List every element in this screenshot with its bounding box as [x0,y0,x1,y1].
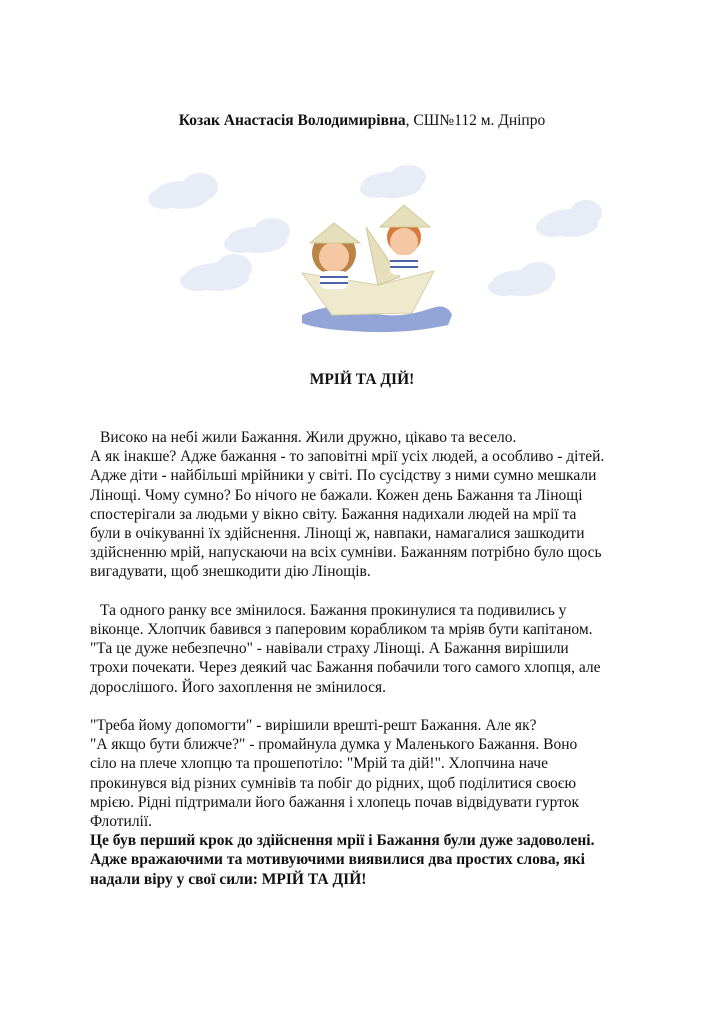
cloud [536,200,602,237]
cloud [224,218,290,253]
cloud [148,173,218,209]
story-line: дорослішого. Його захоплення не змінилося. [90,678,386,696]
story-line-bold: Це був перший крок до здійснення мрії і Бажання були дуже задоволені. [90,832,595,850]
story-line: Високо на небі жили Бажання. Жили дружно, цікаво та весело. [100,429,517,446]
cloud [180,254,252,291]
story-line: Адже діти - найбільші мрійники у світі. По сусідству з ними сумно мешкали [90,467,597,485]
author-name: Козак Анастасія Володимирівна [178,112,406,129]
story-line: були в очікуванні їх здійснення. Лінощі ж, навпаки, намагалися зашкодити [90,525,585,543]
story-line-bold: Адже вражаючими та мотивуючими виявилися два простих слова, які [90,851,585,869]
story-line-bold: надали віру у свої сили: МРІЙ ТА ДІЙ! [90,870,367,888]
story-line: А як інакше? Адже бажання - то заповітні мрії усіх людей, а особливо - дітей. [90,448,605,466]
story-line: "Треба йому допомогти" - вирішили врешті-решт Бажання. Але як? [90,717,537,735]
story-line: Та одного ранку все змінилося. Бажання прокинулися та подивились у [100,601,567,619]
story-line: сіло на плече хлопцю та прошепотіло: "Мрій та дій!". Хлопчина наче [90,755,548,773]
story-line: прокинувся від різних сумнівів та побіг до рідних, щоб поділитися своєю [90,774,577,792]
author-school: , СШ№112 м. Дніпро [405,112,546,129]
story-line: вигадувати, щоб знешкодити дію Лінощів. [90,563,371,581]
cloud [488,262,556,296]
story-line: Флотилії. [90,813,153,831]
author-line [0,111,724,131]
story-text [90,428,670,889]
story-line: мрією. Рідні підтримали його бажання і хлопець почав відвідувати гурток [90,793,579,811]
cloud [360,165,426,198]
story-title: МРІЙ ТА ДІЙ! [309,371,415,388]
story-line: спостерігали за людьми у вікно світу. Бажання надихали людей на мрії та [90,505,577,523]
story-line: трохи почекати. Через деякий час Бажання побачили того самого хлопця, але [90,659,601,677]
story-line: Лінощі. Чому сумно? Бо нічого не бажали. Кожен день Бажання та Лінощі [90,486,583,504]
story-line: віконце. Хлопчик бавився з паперовим корабликом та мріяв бути капітаном. [90,621,593,639]
paper-boat-illustration [142,165,602,335]
story-line: здійсненню мрій, напускаючи на всіх сумніви. Бажанням потрібно було щось [90,544,602,562]
story-line: "Та це дуже небезпечно" - навівали страху Лінощі. А Бажання вирішили [90,640,569,658]
story-line: "А якщо бути ближче?" - промайнула думка у Маленького Бажання. Воно [90,736,578,754]
